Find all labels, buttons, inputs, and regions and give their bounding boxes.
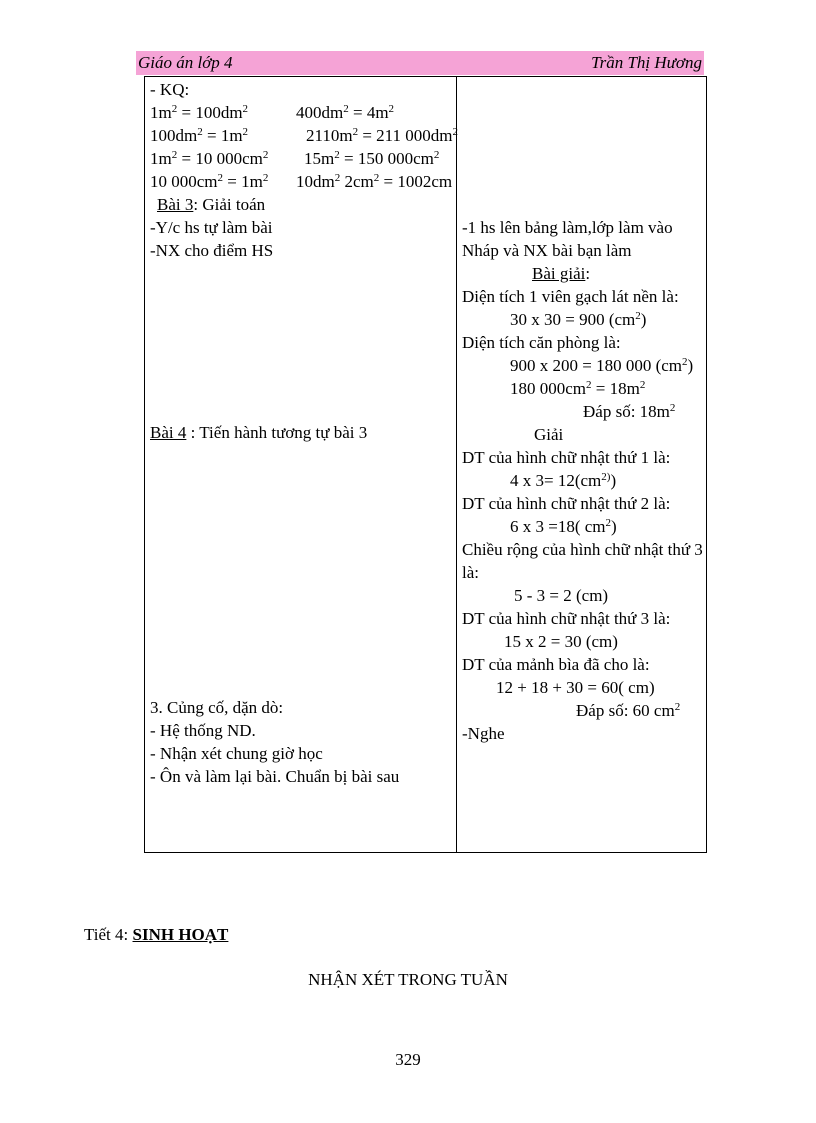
column-divider [456,77,457,852]
nghe-line: -Nghe [462,724,505,743]
conversion-4a: 10 $000cm^2 = 1m^2$ [150,172,269,191]
student-line-15: Chiều rộng của hình chữ nhật thứ 3 [462,540,703,559]
header-subject: Giáo án lớp 4 [138,53,233,72]
yc-line: -Y/c hs tự làm bài [150,218,273,237]
page-number: 329 [395,1050,421,1069]
student-line-20: DT của mảnh bìa đã cho là: [462,655,650,674]
dap-so-1: Đáp số: $18m^2$ [583,402,676,421]
he-thong-line: - Hệ thống ND. [150,721,256,740]
conversion-2a: $100dm^2 = 1m^2$ [150,126,249,145]
on-lam-line: - Ôn và làm lại bài. Chuẩn bị bài sau [150,767,400,786]
kq-line: - KQ: [150,80,190,99]
nx-line: -NX cho điểm HS [150,241,274,260]
conversion-1a: $1m^2 = 100dm^2$ [150,103,249,122]
conversion-3a: $1m^2 = 10$ $000cm^2$ [150,149,269,168]
conversion-2b: $2110m^2 = 211$ $000dm^2$ [306,126,459,145]
giai-heading: Giải [534,425,564,444]
student-line-7: 900 x 200 = 180 000 $(cm^2)$ [510,356,694,375]
student-line-16: là: [462,563,479,582]
nhan-xet-line: - Nhận xét chung giờ học [150,744,323,763]
student-line-4: Diện tích 1 viên gạch lát nền là: [462,287,679,306]
student-line-19: 15 x 2 = 30 (cm) [504,632,618,651]
student-line-17: 5 - 3 = 2 (cm) [514,586,609,605]
student-line-14: 6 x 3 =18( $cm^2$) [510,517,617,536]
header-teacher: Trần Thị Hương [591,53,702,72]
page-header [136,51,704,75]
student-line-5: 30 x 30 = 900 $(cm^2)$ [510,310,647,329]
cung-co-heading: 3. Củng cố, dặn dò: [150,698,284,717]
weekly-review-title: NHẬN XÉT TRONG TUẦN [308,970,508,989]
student-line-13: DT của hình chữ nhật thứ 2 là: [462,494,671,513]
student-line-21: 12 + 18 + 30 = 60( cm) [496,678,655,697]
student-line-2: Nháp và NX bài bạn làm [462,241,632,260]
conversion-4b: $10dm^2$ $2cm^2 = 1002cm$ [296,172,453,191]
conversion-1b: $400dm^2 = 4m^2$ [296,103,395,122]
tiet-heading: Tiết 4: SINH HOẠT [84,925,229,944]
conversion-3b: $15m^2 = 150$ $000cm^2$ [304,149,440,168]
student-line-11: DT của hình chữ nhật thứ 1 là: [462,448,671,467]
student-line-8: 180 $000cm^2 = 18m^2$ [510,379,646,398]
bai3-heading: Bài 3: Giải toán [157,195,266,214]
student-line-12: 4 x $3= 12(cm^{2)})$ [510,471,617,490]
bai-giai-heading: Bài giải: [532,264,591,283]
bai4-heading: Bài 4 : Tiến hành tương tự bài 3 [150,423,368,442]
dap-so-2: Đáp số: 60 $cm^2$ [576,701,681,720]
student-line-18: DT của hình chữ nhật thứ 3 là: [462,609,671,628]
lesson-table [144,76,707,853]
student-line-1: -1 hs lên bảng làm,lớp làm vào [462,218,673,237]
student-line-6: Diện tích căn phòng là: [462,333,621,352]
